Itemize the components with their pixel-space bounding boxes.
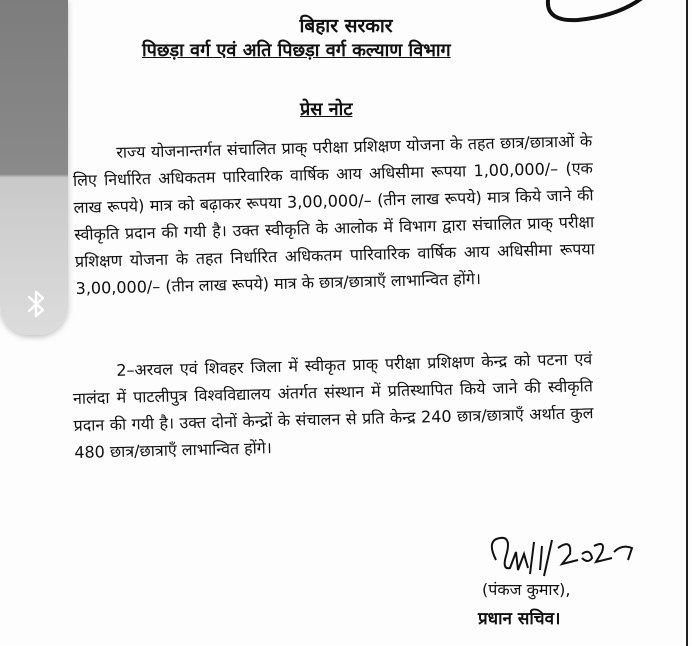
government-heading: बिहार सरकार <box>299 15 393 37</box>
page-border <box>686 0 688 646</box>
bluetooth-icon[interactable] <box>22 288 50 320</box>
press-note-title: प्रेस नोट <box>300 99 353 120</box>
paragraph-2: 2–अरवल एवं शिवहर जिला में स्वीकृत प्राक् परीक्षा प्रशिक्षण केन्द्र को पटना एवं नालंदा में पाटलीपुत्र विश्वविद्यालय अंतर्गत संस्थान में प्रतिस्थापित किये जाने की स्वीकृति प्रदान की गयी है। उक्त दोनों केन्द्रों के संचालन से प्रति केन्द्र 240 छात्र/छात्राएँ अर्थात कुल 480 छात्र/छात्राएँ लाभान्वित होंगे। <box>72 349 594 462</box>
paragraph-1: राज्य योजनान्तर्गत संचालित प्राक् परीक्षा प्रशिक्षण योजना के तहत छात्र/छात्राओं के लिए निर्धारित अधिकतम पारिवारिक वार्षिक आय अधिसीमा रूपया 1,00,000/– (एक लाख रूपये) मात्र को बढ़ाकर रूपया 3,00,000/– (तीन लाख रूपये) मात्र किये जाने की स्वीकृति प्रदान की गयी है। उक्त स्वीकृति के आलोक में विभाग द्वारा संचालित प्राक् परीक्षा प्रशिक्षण योजना के तहत निर्धारित अधिकतम पारिवारिक वार्षिक आय अधिसीमा रूपया 3,00,000/– (तीन लाख रूपये) मात्र के छात्र/छात्राएँ लाभान्वित होंगे। <box>72 131 596 298</box>
side-panel[interactable] <box>0 0 68 335</box>
department-heading: पिछड़ा वर्ग एवं अति पिछड़ा वर्ग कल्याण विभाग <box>142 40 451 61</box>
signer-designation: प्रधान सचिव। <box>478 609 561 629</box>
signer-name: (पंकज कुमार), <box>482 580 571 599</box>
